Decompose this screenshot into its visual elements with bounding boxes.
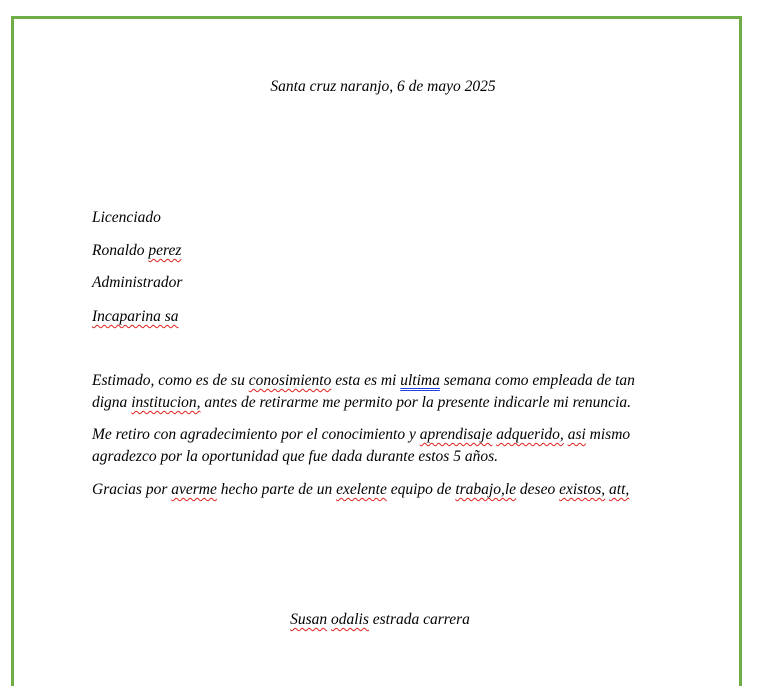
- text-run: esta es mi: [331, 372, 401, 389]
- misspelled-word: existos,: [559, 481, 606, 498]
- misspelled-word: exelente: [336, 481, 387, 498]
- text-run: agradezco por la oportunidad que fue dada durante estos 5 años.: [92, 448, 498, 465]
- recipient-position: [92, 272, 182, 294]
- signature-first-name: Susan: [290, 611, 328, 628]
- place-date-line: [0, 76, 766, 98]
- body-paragraph-2-line-1: [92, 424, 630, 446]
- text-run: digna: [92, 394, 132, 411]
- text-run: semana como empleada de tan: [439, 372, 635, 389]
- text-run: Estimado, como es de su: [92, 372, 249, 389]
- text-run: Gracias por: [92, 481, 172, 498]
- body-paragraph-1-line-1: [92, 370, 635, 392]
- misspelled-word: att,: [609, 481, 630, 498]
- text-run: deseo: [516, 481, 560, 498]
- recipient-title-text: Licenciado: [92, 209, 161, 226]
- misspelled-word: institucion,: [131, 394, 201, 411]
- misspelled-word: trabajo,le: [455, 481, 517, 498]
- misspelled-word: conosimiento: [248, 372, 332, 389]
- text-run: antes de retirarme me permito por la presente indicarle mi renuncia.: [200, 394, 631, 411]
- misspelled-word: adquerido,: [496, 426, 564, 443]
- text-run: Me retiro con agradecimiento por el conocimiento y: [92, 426, 420, 443]
- signature-line: [0, 609, 760, 631]
- document-page: [11, 16, 742, 686]
- recipient-position-text: Administrador: [92, 274, 183, 291]
- signature-middle-name: odalis: [330, 611, 369, 628]
- place-date: Santa cruz naranjo, 6 de mayo 2025: [270, 78, 496, 95]
- misspelled-word: aprendisaje: [419, 426, 493, 443]
- body-paragraph-2-line-2: [92, 446, 498, 468]
- recipient-last-name: perez: [148, 242, 182, 259]
- recipient-title: [92, 207, 161, 229]
- body-paragraph-3: [92, 479, 629, 501]
- recipient-name: [92, 240, 181, 262]
- text-run: equipo de: [386, 481, 456, 498]
- misspelled-word: averme: [171, 481, 217, 498]
- grammar-flagged-word: ultima: [400, 372, 440, 389]
- misspelled-word: asi: [567, 426, 586, 443]
- recipient-company-text: Incaparina sa: [92, 308, 179, 325]
- text-run: hecho parte de un: [216, 481, 337, 498]
- signature-surnames: estrada carrera: [368, 611, 470, 628]
- text-run: mismo: [585, 426, 631, 443]
- recipient-company: [92, 306, 179, 328]
- recipient-first-name: Ronaldo: [92, 242, 145, 259]
- body-paragraph-1-line-2: [92, 392, 631, 414]
